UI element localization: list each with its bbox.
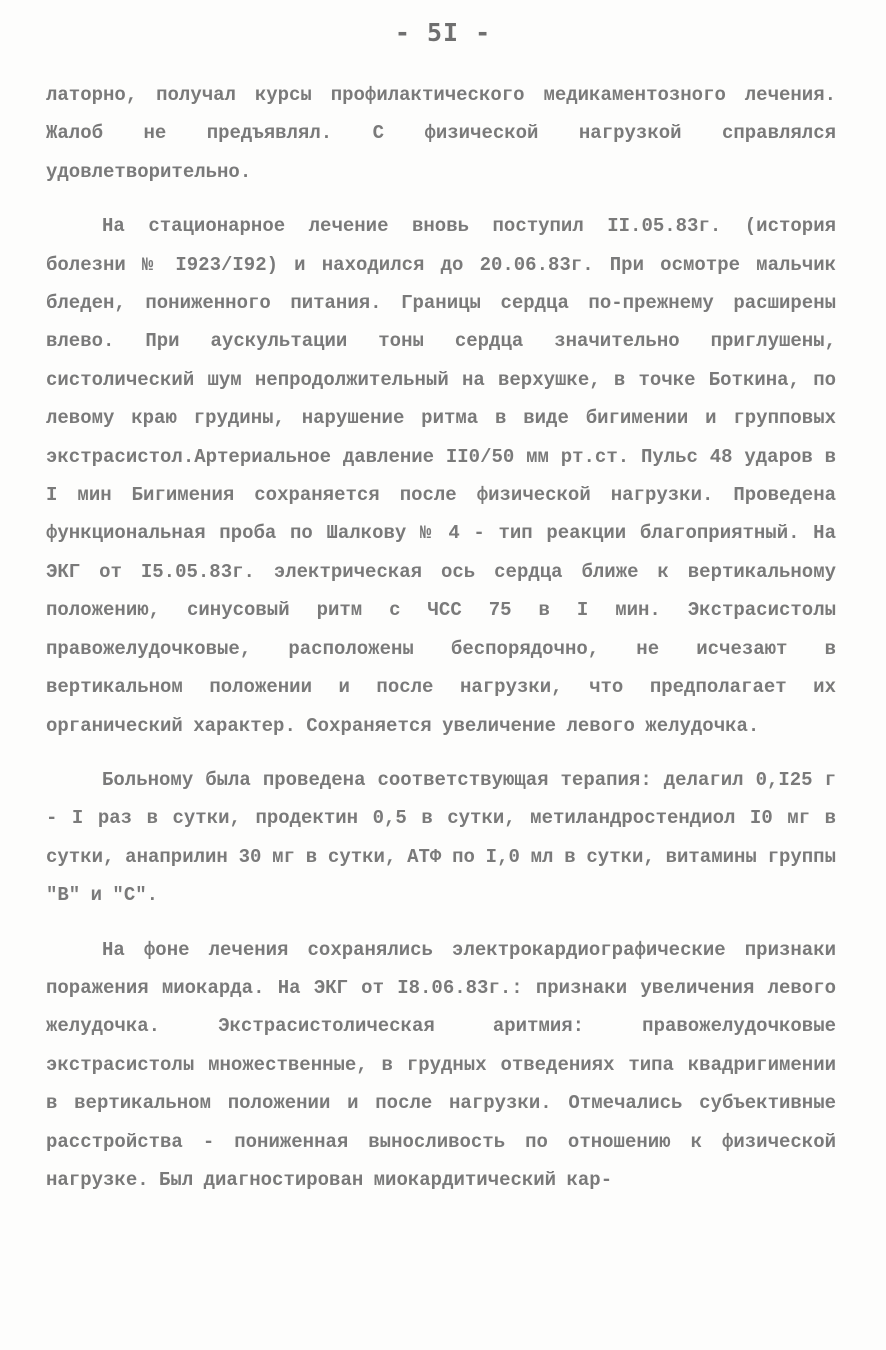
page-number: - 5I - <box>394 18 492 47</box>
paragraph-admission: На стационарное лечение вновь поступил II.05.83г. (история болезни № I923/I92) и находился до 20.06.83г. При осмотре мальчик бледен, пониженного питания. Границы сердца по-прежнему расширены влево. При аускультации тоны сердца значительно приглушены, систолический шум непродолжительный на верхушке, в точке Боткина, по левому краю грудины, нарушение ритма в виде бигимении и групповых экстрасистол.Артериальное давление II0/50 мм рт.ст. Пульс 48 ударов в I мин Бигимения сохраняется после физической нагрузки. Проведена функциональная проба по Шалкову № 4 - тип реакции благоприятный. На ЭКГ от I5.05.83г. электрическая ось сердца ближе к вертикальному положению, синусовый ритм с ЧСС 75 в I мин. Экстрасистолы правожелудочковые, расположены беспорядочно, не исчезают в вертикальном положении и после нагрузки, что предполагает их органический характер. Сохраняется увеличение левого желудочка. <box>46 215 836 737</box>
paragraph-treatment-course: На фоне лечения сохранялись электрокардиографические признаки поражения миокарда. На ЭКГ от I8.06.83г.: признаки увеличения левого желудочка. Экстрасистолическая аритмия: правожелудочковые экстрасистолы множественные, в грудных отведениях типа квадригимении в вертикальном положении и после нагрузки. Отмечались субъективные расстройства - пониженная выносливость по отношению к физической нагрузке. Был диагностирован миокардитический кар- <box>46 938 836 1191</box>
paragraph-continuation: латорно, получал курсы профилактического медикаментозного лечения. Жалоб не предъявлял. С физической нагрузкой справлялся удовлетворительно. <box>46 84 836 183</box>
body-text <box>46 76 836 1199</box>
paragraph-therapy: Больному была проведена соответствующая терапия: делагил 0,I25 г - I раз в сутки, продектин 0,5 в сутки, метиландростендиол I0 мг в сутки, анаприлин 30 мг в сутки, АТФ по I,0 мл в сутки, витамины группы "В" и "С". <box>46 768 836 907</box>
